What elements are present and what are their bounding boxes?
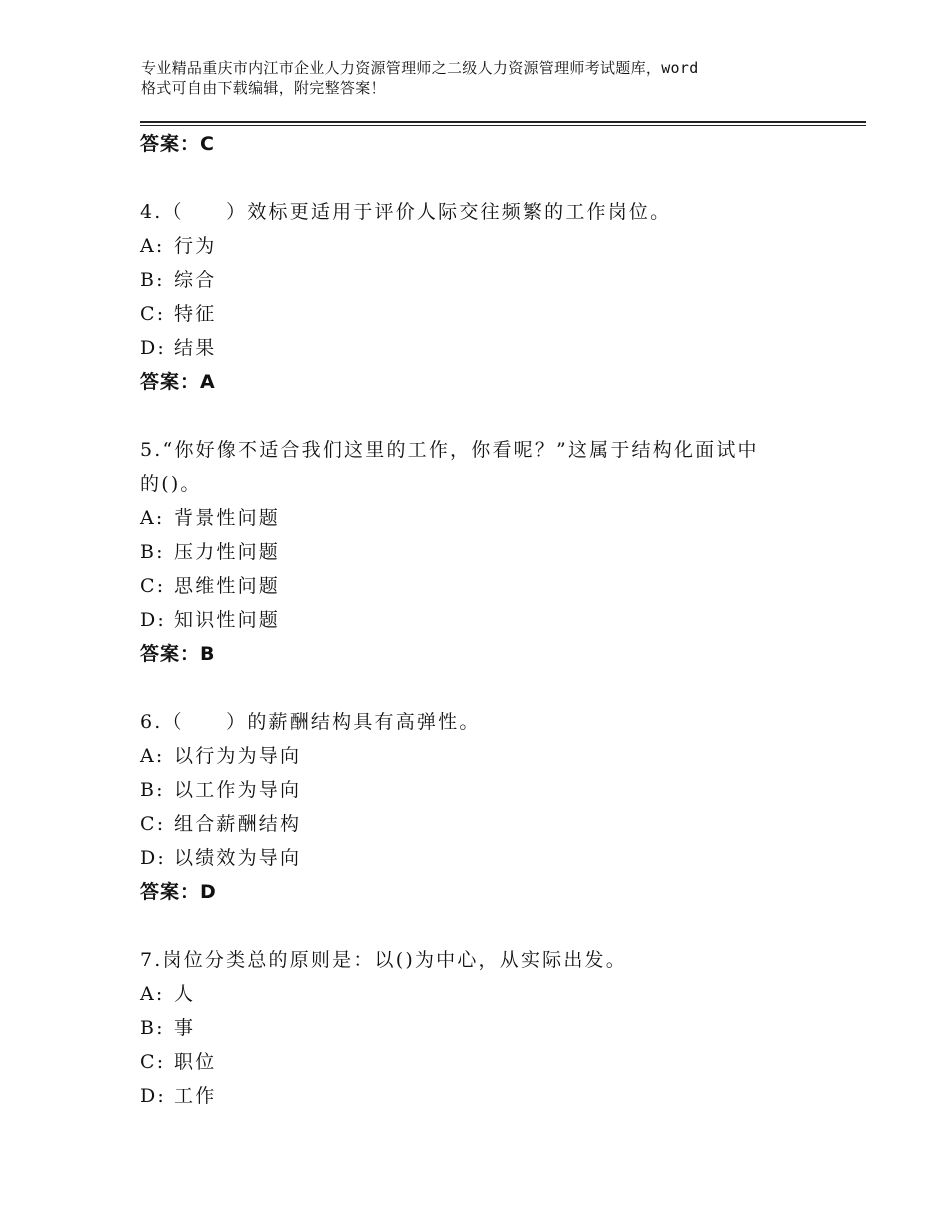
- question-5-text-line-1: 5.“你好像不适合我们这里的工作，你看呢？”这属于结构化面试中: [140, 439, 759, 461]
- header-line-2: 格式可自由下载编辑，附完整答案！: [141, 79, 386, 97]
- option-text: 以行为为导向: [174, 745, 302, 767]
- question-7-option-b: [140, 1011, 840, 1045]
- question-7-option-d: [140, 1079, 840, 1113]
- option-text: 组合薪酬结构: [174, 813, 302, 835]
- option-text: 背景性问题: [174, 507, 281, 529]
- option-text: 人: [174, 983, 196, 1005]
- option-letter: C:: [140, 813, 166, 835]
- option-text: 综合: [174, 269, 217, 291]
- header-line-1: 专业精品重庆市内江市企业人力资源管理师之二级人力资源管理师考试题库，word: [141, 59, 699, 77]
- option-text: 知识性问题: [174, 609, 281, 631]
- option-letter: D:: [140, 1085, 167, 1107]
- question-7-option-c: [140, 1045, 840, 1079]
- question-5-option-b: [140, 535, 840, 569]
- question-4-option-c: [140, 297, 840, 331]
- question-6-option-a: [140, 739, 840, 773]
- question-5-option-a: [140, 501, 840, 535]
- option-letter: A:: [140, 983, 165, 1005]
- option-text: 特征: [174, 303, 217, 325]
- option-letter: A:: [140, 745, 165, 767]
- option-letter: C:: [140, 1051, 166, 1073]
- question-5-text: [140, 433, 840, 501]
- option-letter: B:: [140, 541, 165, 563]
- question-6-option-d: [140, 841, 840, 875]
- option-text: 事: [174, 1017, 196, 1039]
- question-5-text-line-2: 的()。: [140, 473, 202, 495]
- answer-q3: 答案：C: [140, 133, 215, 155]
- question-5-option-d: [140, 603, 840, 637]
- option-letter: B:: [140, 779, 165, 801]
- option-text: 压力性问题: [174, 541, 281, 563]
- question-4-option-b: [140, 263, 840, 297]
- option-letter: D:: [140, 609, 167, 631]
- option-letter: A:: [140, 235, 165, 257]
- answer-q6: 答案：D: [140, 881, 217, 903]
- option-letter: B:: [140, 1017, 165, 1039]
- question-4-option-a: [140, 229, 840, 263]
- answer-q5: 答案：B: [140, 643, 216, 665]
- option-letter: C:: [140, 575, 166, 597]
- question-7-text: 7.岗位分类总的原则是：以()为中心，从实际出发。: [140, 949, 627, 971]
- answer-q4: 答案：A: [140, 371, 216, 393]
- option-text: 思维性问题: [174, 575, 281, 597]
- question-7-option-a: [140, 977, 840, 1011]
- header-rule-thin: [140, 125, 866, 126]
- question-4-text: 4.（ ）效标更适用于评价人际交往频繁的工作岗位。: [140, 201, 672, 223]
- option-letter: C:: [140, 303, 166, 325]
- option-text: 结果: [174, 337, 217, 359]
- question-6-option-b: [140, 773, 840, 807]
- option-text: 以绩效为导向: [174, 847, 302, 869]
- question-5-option-c: [140, 569, 840, 603]
- question-6-text: 6.（ ）的薪酬结构具有高弹性。: [140, 711, 481, 733]
- document-header: [141, 58, 841, 98]
- header-rule-thick: [140, 121, 866, 123]
- option-text: 职位: [174, 1051, 217, 1073]
- option-letter: D:: [140, 337, 167, 359]
- option-text: 以工作为导向: [174, 779, 302, 801]
- question-list: [140, 127, 840, 1113]
- option-text: 行为: [174, 235, 217, 257]
- option-text: 工作: [174, 1085, 217, 1107]
- question-6-option-c: [140, 807, 840, 841]
- option-letter: A:: [140, 507, 165, 529]
- option-letter: D:: [140, 847, 167, 869]
- option-letter: B:: [140, 269, 165, 291]
- question-4-option-d: [140, 331, 840, 365]
